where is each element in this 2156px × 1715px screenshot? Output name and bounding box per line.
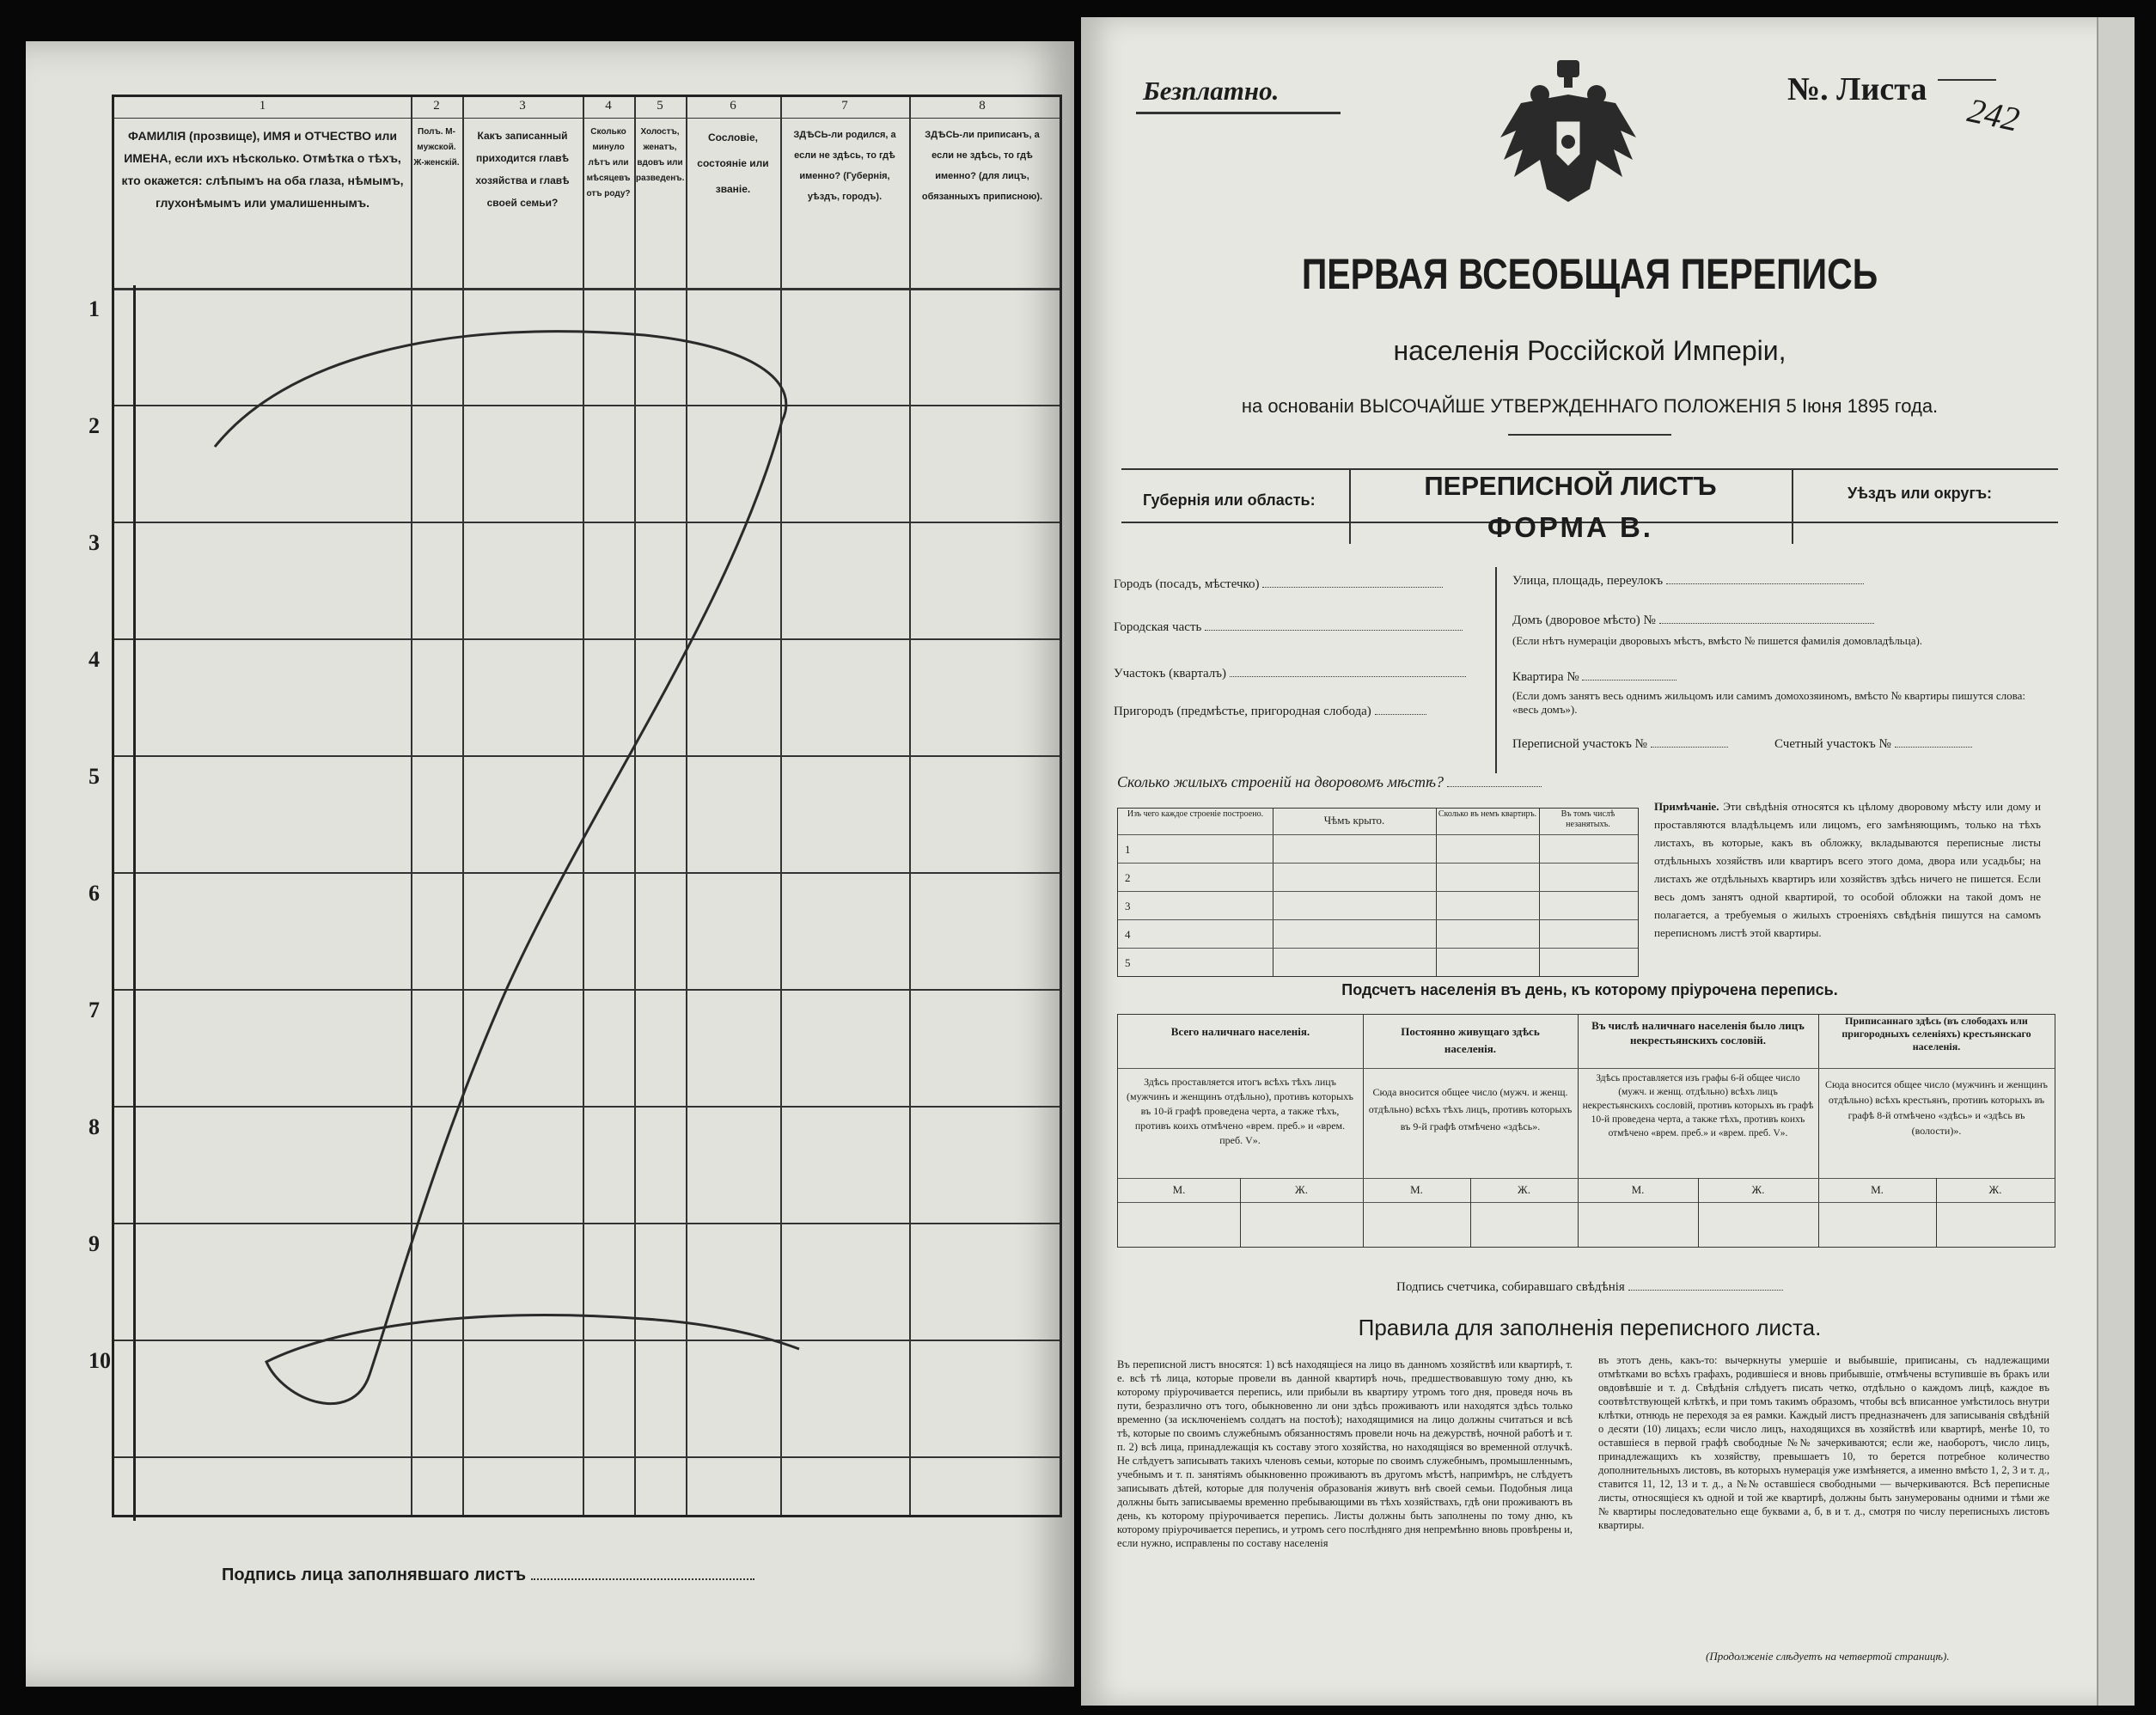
- row-number: 7: [89, 998, 100, 1022]
- column-number: 2: [433, 99, 440, 113]
- count-header-nonpeasant: Въ числѣ наличнаго населенія было лицъ некрестьянскихъ сословій.: [1591, 1019, 1805, 1047]
- row-number: 4: [89, 647, 100, 672]
- province-label: Губернія или область:: [1143, 491, 1316, 509]
- sex-male-label: М.: [1172, 1183, 1186, 1196]
- bt-row-number: 1: [1125, 843, 1131, 856]
- bt-header-vacant: Въ томъ числѣ незанятыхъ.: [1561, 809, 1615, 829]
- column-number: 3: [519, 99, 526, 113]
- buildings-table: [1117, 808, 1639, 977]
- free-underline: [1136, 112, 1341, 114]
- address-apartment: Квартира №: [1512, 670, 1677, 685]
- sheet-number-handwritten: 242: [1964, 90, 2024, 139]
- address-divider: [1495, 567, 1497, 773]
- page-title: ПЕРВАЯ ВСЕОБЩАЯ ПЕРЕПИСЬ: [1301, 250, 1878, 298]
- bt-row-number: 5: [1125, 956, 1131, 969]
- address-street: Улица, площадь, переулокъ: [1512, 574, 1864, 589]
- column-number: 5: [657, 99, 663, 113]
- row-number: 8: [89, 1114, 100, 1139]
- bt-header-material: Изъ чего каждое строеніе построено.: [1127, 809, 1264, 819]
- sheet-number-field: [1938, 79, 1996, 81]
- census-district: Переписной участокъ №: [1512, 737, 1728, 752]
- header-marital: Холостъ, женатъ, вдовъ или разведенъ.: [636, 127, 685, 183]
- form-title: ПЕРЕПИСНОЙ ЛИСТЪ: [1424, 471, 1717, 501]
- row-number: 3: [89, 530, 100, 555]
- continuation-note: (Продолженіе слѣдуетъ на четвертой страницѣ).: [1706, 1650, 1950, 1663]
- count-desc-peasant: Сюда вносится общее число (мужчинъ и женщинъ отдѣльно) всѣхъ крестьянъ, противъ которыхъ въ графѣ 8-й отмѣчено «здѣсь» и «здѣсь въ (волости)».: [1824, 1078, 2049, 1137]
- address-apartment-note: (Если домъ занятъ весь однимъ жильцомъ или самимъ домохозяиномъ, вмѣсто № квартиры пишутся слова: «весь домъ»).: [1512, 689, 2026, 716]
- band-divider: [1792, 468, 1793, 544]
- row-number: 1: [89, 296, 100, 321]
- population-count-table: [1117, 1014, 2055, 1248]
- rules-column-2: въ этотъ день, какъ-то: вычеркнуты умершіе и выбывшіе, приписаны, съ надлежащими отмѣтками во всѣхъ графахъ, родившіеся и вновь прибывшіе, отмѣчены вступившіе въ бракъ или овдовѣвшіе и т. д. Свѣдѣнія слѣдуетъ писать четко, отдѣльно о каждомъ лицѣ, каждое въ соотвѣтствующей клѣткѣ, и при томъ такимъ образомъ, чтобы всѣ вписанное умѣстилось внутри клѣтки, отнюдь не переходя за ея рамки. Каждый листъ предназначенъ для записыванія свѣдѣній о десяти (10) лицахъ; если число лицъ, находящихся въ хозяйствѣ или квартирѣ, менѣе 10, то оставшіеся в первой графѣ свободные №№ зачеркиваются; если же, наоборотъ, число лицъ, принадлежащихъ къ хозяйству, превышаетъ 10, то берется потребное количество дополнительныхъ листовъ, въ которыхъ нумерація уже измѣняется, а именно вмѣсто 1, 2, 3 и т. д., ставится 11, 12, 13 и т. д., а №№ оставшіеся свободными — вычеркиваются. Всѣ переписные листы, относящіеся къ одной и той же квартирѣ, должны быть занумерованы одними и тѣми же № квартиры последовательно еще буквами а, б, в и т. д., смотря по числу переписныхъ листовъ квартиры.: [1598, 1354, 2049, 1531]
- rules-column-1: Въ переписной листъ вносятся: 1) всѣ находящіеся на лицо въ данномъ хозяйствѣ или квартирѣ, т. е. всѣ тѣ лица, которые провели въ данной квартирѣ ночь, предшествовавшую тому дню, къ которому пріурочивается перепись, или прибыли въ квартиру утромъ того дня, проведя ночь въ пути, безразлично отъ того, обыкновенно ли они здѣсь проживаютъ или находятся здѣсь только временно (за исключеніемъ солдатъ на постоѣ); находящимися на лицо должны считаться и всѣ тѣ, которые по своимъ служебнымъ обязанностямъ провели ночь на дежурствѣ, ночной работѣ и т. п. 2) всѣ лица, принадлежащія къ составу этого хозяйства, но находящіяся во временной отлучкѣ. Не слѣдуетъ записывать такихъ членовъ семьи, которые по своимъ служебнымъ, промышленнымъ, учебнымъ и т. п. занятіямъ обыкновенно проживаютъ въ другомъ мѣстѣ, напримѣръ, не слѣдуетъ записывать дѣтей, которые для полученія образованія живутъ внѣ своей семьи. Подобныя лица должны быть записываемы временно пребывающими въ тѣхъ хозяйствахъ, гдѣ они проживаютъ въ день, къ которому пріурочивается перепись. Листы должны быть заполнены по тому дню, къ которому пріурочивается перепись, и утромъ сего послѣдняго дня непремѣнно вновь провѣрены и, если нужно, исправлены по составу населенія: [1117, 1358, 1573, 1549]
- column-number: 8: [979, 99, 986, 113]
- count-desc-resident: Сюда вносится общее число (мужч. и женщ. отдѣльно) всѣхъ тѣхъ лицъ, противъ которыхъ въ 9-й графѣ отмѣчено «здѣсь».: [1368, 1086, 1573, 1132]
- row-number: 10: [89, 1348, 111, 1373]
- bt-row-number: 2: [1125, 871, 1131, 884]
- bt-row-number: 4: [1125, 928, 1131, 941]
- divider: [1508, 434, 1671, 436]
- double-headed-eagle-icon: [1495, 60, 1641, 211]
- count-header-peasant: Приписаннаго здѣсь (въ слободахъ или пригородныхъ селеніяхъ) крестьянскаго населенія.: [1841, 1015, 2031, 1053]
- header-birthplace: ЗДѢСЬ-ли родился, а если не здѣсь, то гдѣ именно? (Губернія, уѣздъ, городъ).: [793, 130, 896, 202]
- address-city-part: Городская часть: [1114, 620, 1463, 635]
- address-house-note: (Если нѣтъ нумераціи дворовыхъ мѣстъ, вмѣсто № пишется фамилія домовладѣльца).: [1512, 634, 1923, 647]
- sheet-number-label: [1787, 70, 1927, 108]
- sex-male-label: М.: [1410, 1183, 1423, 1196]
- row-number: 5: [89, 764, 100, 789]
- count-district: Счетный участокъ №: [1774, 737, 1972, 752]
- header-sex: Полъ. М-мужской. Ж-женскій.: [413, 127, 460, 168]
- buildings-question: Сколько жилыхъ строеній на дворовомъ мѣстѣ?: [1117, 773, 1542, 791]
- column-number: 1: [259, 99, 266, 113]
- page-edge: [2097, 17, 2135, 1706]
- legal-basis: на основаніи ВЫСОЧАЙШЕ УТВЕРЖДЕННАГО ПОЛОЖЕНІЯ 5 Іюня 1895 года.: [1241, 395, 1939, 417]
- header-estate: Сословіе, состояніе или званіе.: [697, 131, 769, 195]
- header-registration: ЗДѢСЬ-ли приписанъ, а если не здѣсь, то гдѣ именно? (для лицъ, обязанныхъ приписною).: [921, 130, 1043, 202]
- count-desc-present: Здѣсь проставляется итогъ всѣхъ тѣхъ лицъ (мужчинъ и женщинъ отдѣльно), противъ которыхъ въ 10-й графѣ проведена черта, а также тѣхъ, противъ коихъ отмѣчено «врем. преб.» и «врем. преб. V».: [1127, 1076, 1353, 1146]
- strikethrough-scribble: [112, 284, 1057, 1521]
- count-header-present: Всего наличнаго населенія.: [1170, 1025, 1310, 1038]
- bt-header-apartments: Сколько въ немъ квартиръ.: [1438, 809, 1537, 819]
- count-desc-nonpeasant: Здѣсь проставляется изъ графы 6-й общее число (мужч. и женщ. отдѣльно) всѣхъ лицъ некрестьянскихъ сословій, противъ которыхъ въ графѣ 10-й проведена черта, а также тѣхъ, противъ коихъ отмѣчено «врем. преб.» и «врем. преб. V».: [1582, 1073, 1814, 1138]
- bt-row-number: 3: [1125, 900, 1131, 912]
- row-number: 6: [89, 881, 100, 906]
- count-header-resident: Постоянно живущаго здѣсь населенія.: [1401, 1025, 1540, 1055]
- address-house: Домъ (дворовое мѣсто) №: [1512, 613, 1874, 628]
- sex-female-label: Ж.: [1295, 1183, 1308, 1196]
- column-number: 6: [730, 99, 736, 113]
- sex-male-label: М.: [1871, 1183, 1884, 1196]
- column-number: 7: [841, 99, 848, 113]
- sex-female-label: Ж.: [1518, 1183, 1530, 1196]
- header-age: Сколько минуло лѣтъ или мѣсяцевъ отъ роду?: [586, 127, 631, 198]
- sex-female-label: Ж.: [1988, 1183, 2002, 1196]
- header-relation: Какъ записанный приходится главѣ хозяйства и главѣ своей семьи?: [475, 130, 570, 209]
- counter-signature: Подпись счетчика, собиравшаго свѣдѣнія: [1396, 1280, 1783, 1295]
- signature-label: Подпись лица заполнявшаго листъ: [222, 1565, 754, 1585]
- address-suburb: Пригородъ (предмѣстье, пригородная слобода): [1114, 705, 1426, 719]
- rules-title: Правила для заполненія переписного листа.: [1358, 1315, 1822, 1340]
- district-label: Уѣздъ или округъ:: [1848, 485, 1993, 502]
- sheet-number-label-text: №. Листа: [1787, 71, 1927, 107]
- note-block: Примѣчаніе. Эти свѣдѣнія относятся къ цѣлому дворовому мѣсту или дому и проставляются владѣльцемъ или лицомъ, его замѣняющимъ, только на тѣхъ листахъ, въ которые, какъ въ обложку, вкладываются переписные листы отдѣльныхъ хозяйствъ или квартиръ всего этого дома, двора или усадьбы; на листахъ же отдѣльныхъ квартиръ или хозяйствъ здѣсь ничего не пишется. Если весь домъ занятъ одной квартирой, то особой обложки на такой домъ не полагается, а требуемыя о жилыхъ строеніяхъ свѣдѣнія пишутся на самомъ переписномъ листѣ этой квартиры.: [1654, 800, 2041, 939]
- sex-male-label: М.: [1631, 1183, 1645, 1196]
- count-title: Подсчетъ населенія въ день, къ которому пріурочена перепись.: [1341, 981, 1838, 998]
- row-number: 2: [89, 413, 100, 438]
- address-city: Городъ (посадъ, мѣстечко): [1114, 577, 1443, 592]
- free-label: Безплатно.: [1143, 76, 1280, 106]
- row-number: 9: [89, 1231, 100, 1256]
- page-subtitle: населенія Россійской Имперіи,: [1393, 335, 1786, 366]
- address-precinct: Участокъ (кварталъ): [1114, 667, 1466, 681]
- form-letter: ФОРМА В.: [1487, 511, 1653, 543]
- header-name: ФАМИЛІЯ (прозвище), ИМЯ и ОТЧЕСТВО или ИМЕНА, если ихъ нѣсколько. Отмѣтка о тѣхъ, кто окажется: слѣпымъ на оба глаза, нѣмымъ, глухонѣмымъ или умалишеннымъ.: [121, 129, 404, 210]
- sex-female-label: Ж.: [1751, 1183, 1765, 1196]
- column-number: 4: [605, 99, 612, 113]
- bt-header-roof: Чѣмъ крыто.: [1323, 814, 1385, 827]
